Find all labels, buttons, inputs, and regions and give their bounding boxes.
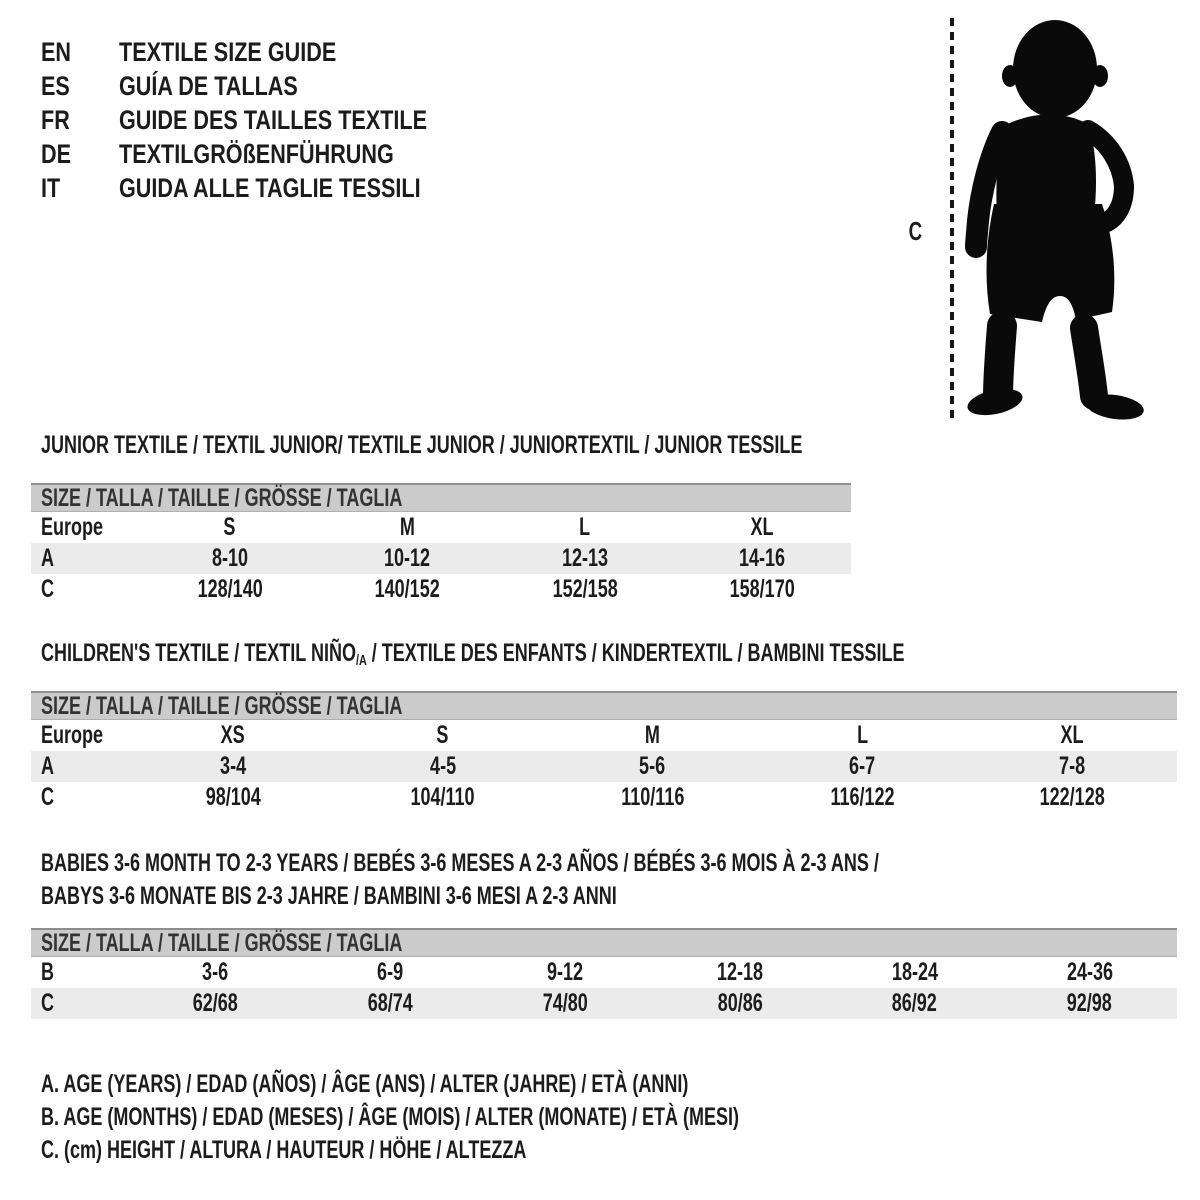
- junior-section-title: JUNIOR TEXTILE / TEXTIL JUNIOR/ TEXTILE JUNIOR / JUNIORTEXTIL / JUNIOR TESSILE: [41, 431, 803, 459]
- toddler-silhouette: [964, 16, 1144, 428]
- size-value: S: [223, 513, 236, 541]
- age-value: 5-6: [639, 752, 666, 780]
- language-code: IT: [41, 172, 61, 203]
- language-title-list: [41, 35, 504, 205]
- babies-section-title: BABIES 3-6 MONTH TO 2-3 YEARS / BEBÉS 3-6 MESES A 2-3 AÑOS / BÉBÉS 3-6 MOIS À 2-3 ANS / BABYS 3-6 MONATE BIS 2-3 JAHRE / BAMBINI 3-6 MESI A 2-3 ANNI: [41, 849, 879, 910]
- height-value: 80/86: [717, 989, 763, 1017]
- table-row-europe: [31, 512, 851, 543]
- language-row-es: [41, 69, 504, 103]
- size-value: XS: [220, 721, 245, 749]
- junior-size-table: [31, 483, 851, 605]
- row-label: A: [41, 544, 55, 572]
- row-label: C: [41, 989, 55, 1017]
- table-row-age-years: [31, 543, 851, 574]
- table-row-age-years: [31, 751, 1177, 782]
- height-value: 152/158: [552, 575, 618, 603]
- height-value: 92/98: [1067, 989, 1113, 1017]
- legend-line-a: A. AGE (YEARS) / EDAD (AÑOS) / ÂGE (ANS) / ALTER (JAHRE) / ETÀ (ANNI): [41, 1070, 689, 1098]
- size-table-header-bar: [31, 928, 1177, 957]
- age-value: 12-13: [561, 544, 608, 572]
- height-value: 86/92: [892, 989, 938, 1017]
- table-row-height-cm: [31, 988, 1177, 1019]
- size-header-label: SIZE / TALLA / TAILLE / GRÖSSE / TAGLIA: [41, 483, 403, 512]
- age-months-value: 9-12: [547, 958, 584, 986]
- size-table-header-bar: [31, 691, 1177, 720]
- age-months-value: 24-36: [1066, 958, 1113, 986]
- legend-line-b: B. AGE (MONTHS) / EDAD (MESES) / ÂGE (MOIS) / ALTER (MONATE) / ETÀ (MESI): [41, 1103, 739, 1131]
- height-measure-label: C: [908, 216, 923, 246]
- age-value: 8-10: [211, 544, 248, 572]
- height-value: 98/104: [205, 783, 261, 811]
- height-value: 62/68: [192, 989, 238, 1017]
- row-label: Europe: [41, 721, 104, 749]
- size-table-header-bar: [31, 483, 851, 512]
- height-value: 74/80: [542, 989, 588, 1017]
- size-value: XL: [1060, 721, 1084, 749]
- age-value: 14-16: [739, 544, 786, 572]
- size-value: M: [644, 721, 660, 749]
- age-value: 6-7: [849, 752, 876, 780]
- age-value: 10-12: [384, 544, 431, 572]
- table-row-height-cm: [31, 574, 851, 605]
- language-row-en: [41, 35, 504, 69]
- size-header-label: SIZE / TALLA / TAILLE / GRÖSSE / TAGLIA: [41, 928, 403, 957]
- guide-title: TEXTILGRÖßENFÜHRUNG: [119, 138, 394, 169]
- language-row-it: [41, 171, 504, 205]
- row-label: Europe: [41, 513, 104, 541]
- language-row-de: [41, 137, 504, 171]
- size-value: S: [436, 721, 449, 749]
- age-months-value: 12-18: [716, 958, 763, 986]
- legend-line-c: C. (cm) HEIGHT / ALTURA / HAUTEUR / HÖHE / ALTEZZA: [41, 1136, 527, 1164]
- babies-size-table: [31, 928, 1177, 1019]
- age-value: 4-5: [429, 752, 456, 780]
- children-size-table: [31, 691, 1177, 813]
- language-code: EN: [41, 36, 72, 67]
- age-months-value: 6-9: [377, 958, 404, 986]
- guide-title: GUIDA ALLE TAGLIE TESSILI: [119, 172, 421, 203]
- height-value: 116/122: [830, 783, 895, 811]
- table-row-europe: [31, 720, 1177, 751]
- table-row-age-months: [31, 957, 1177, 988]
- language-code: ES: [41, 70, 70, 101]
- measure-legend: [41, 1068, 1010, 1167]
- height-value: 128/140: [197, 575, 263, 603]
- guide-title: TEXTILE SIZE GUIDE: [119, 36, 337, 67]
- age-months-value: 18-24: [891, 958, 938, 986]
- row-label: A: [41, 752, 55, 780]
- size-header-label: SIZE / TALLA / TAILLE / GRÖSSE / TAGLIA: [41, 691, 403, 720]
- language-code: DE: [41, 138, 72, 169]
- height-value: 104/110: [410, 783, 475, 811]
- guide-title: GUIDE DES TAILLES TEXTILE: [119, 104, 428, 135]
- size-value: L: [856, 721, 868, 749]
- height-measure-dashed-line: [950, 18, 954, 418]
- size-value: M: [399, 513, 415, 541]
- height-value: 68/74: [367, 989, 413, 1017]
- age-value: 7-8: [1059, 752, 1086, 780]
- age-value: 3-4: [219, 752, 246, 780]
- nino-a-subscript: /A: [355, 652, 367, 669]
- language-code: FR: [41, 104, 70, 135]
- height-value: 110/116: [620, 783, 685, 811]
- size-value: XL: [750, 513, 774, 541]
- height-value: 158/170: [729, 575, 795, 603]
- table-row-height-cm: [31, 782, 1177, 813]
- children-section-title: CHILDREN'S TEXTILE / TEXTIL $NIÑO_{/A}$ / TEXTILE DES ENFANTS / KINDERTEXTIL / BAMBINI TESSILE: [41, 639, 905, 669]
- size-value: L: [579, 513, 591, 541]
- age-months-value: 3-6: [202, 958, 229, 986]
- row-label: C: [41, 783, 55, 811]
- language-row-fr: [41, 103, 504, 137]
- height-value: 122/128: [1039, 783, 1105, 811]
- guide-title: GUÍA DE TALLAS: [119, 70, 298, 101]
- row-label: B: [41, 958, 55, 986]
- height-value: 140/152: [374, 575, 440, 603]
- row-label: C: [41, 575, 55, 603]
